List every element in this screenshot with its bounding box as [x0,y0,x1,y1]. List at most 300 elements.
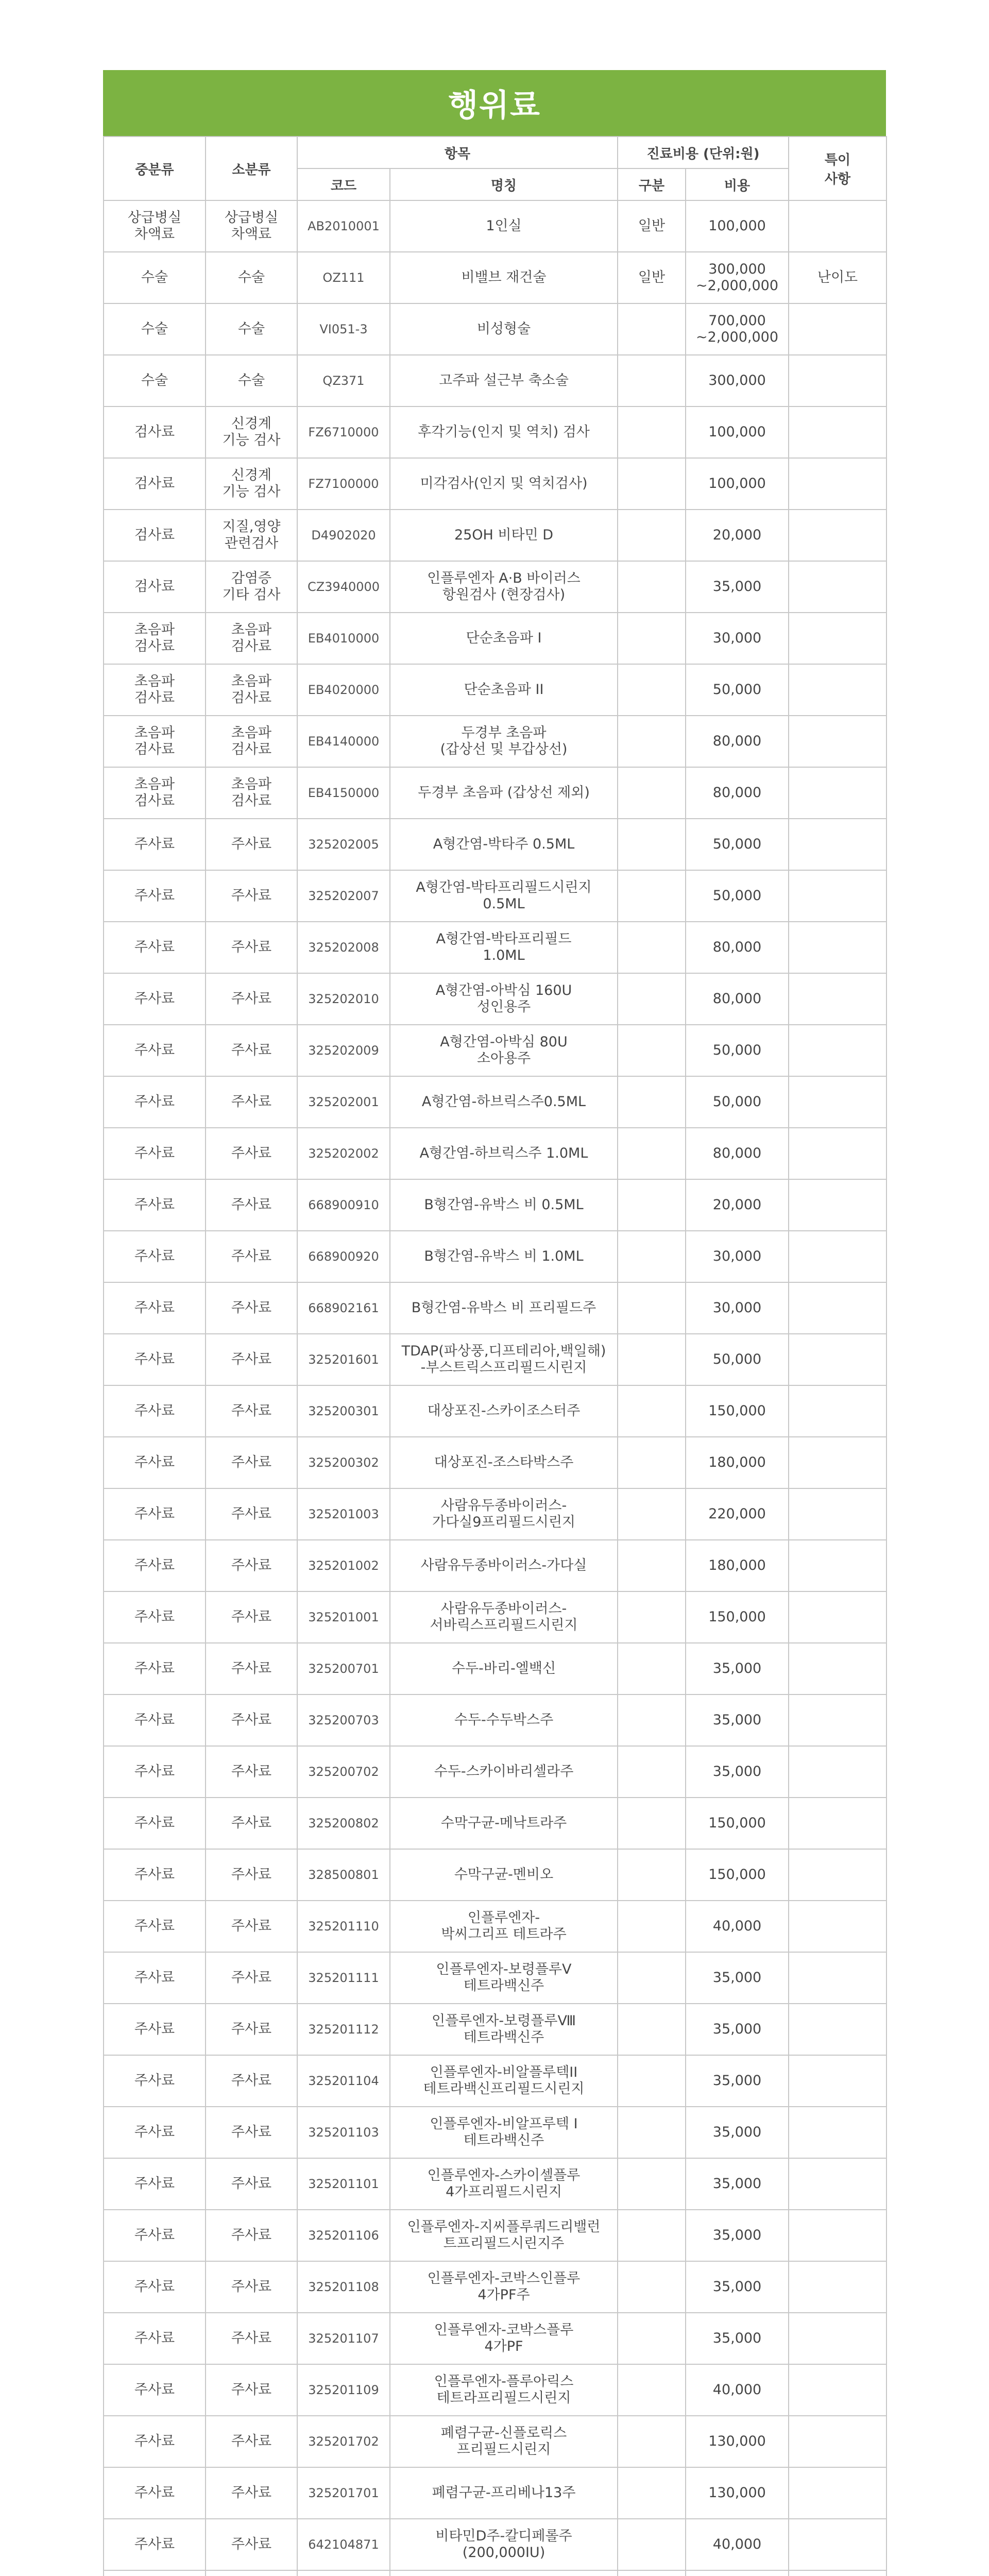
cell-minor: 주사료 [206,1643,297,1694]
cell-major: 주사료 [104,1798,206,1849]
cell-note [789,2313,886,2364]
table-row [104,1179,886,1231]
cell-minor: 주사료 [206,1076,297,1128]
cell-note [789,613,886,664]
cell-major: 초음파 검사료 [104,664,206,716]
table-row [104,613,886,664]
cell-code: EB4010000 [297,613,390,664]
cell-fee: 30,000 [686,1282,789,1334]
table-body [104,200,886,2576]
cell-category: 일반 [618,200,686,252]
cell-fee: 50,000 [686,1334,789,1385]
cell-minor: 초음파 검사료 [206,613,297,664]
table-row [104,252,886,303]
cell-category [618,1488,686,1540]
cell-fee: 300,000 [686,355,789,406]
cell-minor: 주사료 [206,1694,297,1746]
table-row [104,2416,886,2467]
cell-note [789,1128,886,1179]
cell-note [789,2261,886,2313]
table-row [104,664,886,716]
cell-minor: 상급병실 차액료 [206,200,297,252]
cell-name: 인플루엔자-비알프루텍 I 테트라백신주 [390,2107,618,2158]
cell-code: FZ6710000 [297,406,390,458]
cell-major: 주사료 [104,973,206,1025]
cell-category [618,355,686,406]
cell-major: 주사료 [104,2467,206,2519]
cell-minor: 주사료 [206,1385,297,1437]
cell-major: 주사료 [104,2055,206,2107]
table-row [104,510,886,561]
table-row [104,1231,886,1282]
cell-minor: 주사료 [206,2313,297,2364]
cell-category [618,1076,686,1128]
cell-note [789,355,886,406]
table-row [104,2467,886,2519]
page-title: 행위료 [448,88,541,124]
cell-minor: 수술 [206,252,297,303]
cell-code: 325201003 [297,1488,390,1540]
cell-name [390,2570,618,2576]
cell-note [789,716,886,767]
cell-category [618,1798,686,1849]
cell-fee: 40,000 [686,1901,789,1952]
cell-name: B형간염-유박스 비 프리필드주 [390,1282,618,1334]
cell-major: 주사료 [104,2364,206,2416]
cell-category [618,2313,686,2364]
cell-major: 수술 [104,252,206,303]
cell-name: 25OH 비타민 D [390,510,618,561]
cell-note [789,1540,886,1591]
cell-category [618,2055,686,2107]
header-cost: 진료비용 (단위:원) [618,137,789,168]
cell-category [618,2107,686,2158]
table-row [104,355,886,406]
cell-code: CZ3940000 [297,561,390,613]
cell-minor: 주사료 [206,2416,297,2467]
cell-minor: 주사료 [206,1952,297,2004]
cell-fee: 40,000 [686,2364,789,2416]
cell-category [618,716,686,767]
cell-fee: 50,000 [686,870,789,922]
cell-category [618,1282,686,1334]
table-row [104,1798,886,1849]
cell-major: 주사료 [104,1901,206,1952]
cell-category [618,870,686,922]
cell-minor: 주사료 [206,1282,297,1334]
cell-major: 주사료 [104,1746,206,1798]
cell-name: 수막구균-메낙트라주 [390,1798,618,1849]
cell-minor: 수술 [206,355,297,406]
cell-minor: 지질,영양 관련검사 [206,510,297,561]
table-row [104,1849,886,1901]
cell-major: 주사료 [104,1643,206,1694]
cell-fee: 80,000 [686,922,789,973]
cell-note [789,1798,886,1849]
table-row [104,1282,886,1334]
header-major: 중분류 [104,137,206,200]
cell-note [789,1334,886,1385]
table-row [104,1076,886,1128]
cell-note [789,2210,886,2261]
cell-code: 325202001 [297,1076,390,1128]
cell-category [618,1952,686,2004]
cell-code: 325201002 [297,1540,390,1591]
cell-name: B형간염-유박스 비 1.0ML [390,1231,618,1282]
cell-fee: 100,000 [686,200,789,252]
cell-major: 주사료 [104,2107,206,2158]
cell-major: 주사료 [104,1694,206,1746]
table-row [104,1128,886,1179]
cell-minor: 주사료 [206,2364,297,2416]
cell-fee: 35,000 [686,2210,789,2261]
cell-name: 인플루엔자-플루아릭스 테트라프리필드시린지 [390,2364,618,2416]
cell-minor: 주사료 [206,1179,297,1231]
cell-code: EB4150000 [297,767,390,819]
cell-major: 주사료 [104,2519,206,2570]
cell-major: 주사료 [104,1849,206,1901]
cell-major: 주사료 [104,2004,206,2055]
cell-note [789,664,886,716]
table-row [104,819,886,870]
cell-minor: 주사료 [206,2467,297,2519]
cell-minor: 주사료 [206,1334,297,1385]
cell-major: 주사료 [104,2261,206,2313]
cell-category [618,1591,686,1643]
cell-category [618,2519,686,2570]
cell-minor: 주사료 [206,1746,297,1798]
cell-fee: 35,000 [686,2158,789,2210]
cell-note [789,1643,886,1694]
cell-code: 325201104 [297,2055,390,2107]
cell-note [789,1437,886,1488]
cell-major: 주사료 [104,1282,206,1334]
cell-category [618,1643,686,1694]
cell-code: 325201106 [297,2210,390,2261]
cell-fee: 40,000 [686,2519,789,2570]
cell-minor: 주사료 [206,973,297,1025]
cell-code: 325201701 [297,2467,390,2519]
table-row [104,1437,886,1488]
title-bar [103,70,886,136]
cell-name: 후각기능(인지 및 역치) 검사 [390,406,618,458]
cell-fee: 150,000 [686,1385,789,1437]
cell-minor: 감염증 기타 검사 [206,561,297,613]
cell-code: 325202009 [297,1025,390,1076]
cell-note [789,1179,886,1231]
cell-name: 단순초음파 II [390,664,618,716]
cell-minor: 주사료 [206,1128,297,1179]
cell-name: 수두-스카이바리셀라주 [390,1746,618,1798]
cell-fee: 80,000 [686,973,789,1025]
cell-note [789,1488,886,1540]
cell-category [618,1540,686,1591]
cell-category [618,1179,686,1231]
cell-category [618,1901,686,1952]
cell-name: 수막구균-멘비오 [390,1849,618,1901]
cell-code: 325200703 [297,1694,390,1746]
cell-name: 사람유두종바이러스- 서바릭스프리필드시린지 [390,1591,618,1643]
cell-major: 수술 [104,355,206,406]
cell-category [618,2364,686,2416]
cell-code: 325201103 [297,2107,390,2158]
table-row [104,1694,886,1746]
cell-name: A형간염-박타프리필드시린지 0.5ML [390,870,618,922]
cell-major: 주사료 [104,1385,206,1437]
cell-minor: 주사료 [206,1025,297,1076]
cell-code: 642104871 [297,2519,390,2570]
cell-code: QZ371 [297,355,390,406]
cell-note [789,1025,886,1076]
cell-major: 검사료 [104,510,206,561]
table-row [104,2261,886,2313]
cell-minor: 초음파 검사료 [206,767,297,819]
cell-category [618,1746,686,1798]
cell-note [789,2004,886,2055]
cell-note [789,1952,886,2004]
cell-code: 325201101 [297,2158,390,2210]
cell-fee: 35,000 [686,1746,789,1798]
cell-fee: 80,000 [686,1128,789,1179]
cell-note [789,200,886,252]
header-minor: 소분류 [206,137,297,200]
cell-note [789,973,886,1025]
cell-major: 주사료 [104,1231,206,1282]
cell-note [789,2107,886,2158]
cell-code: 325201109 [297,2364,390,2416]
cell-code: 328500801 [297,1849,390,1901]
cell-major: 검사료 [104,458,206,510]
fee-table [103,136,887,2576]
cell-fee: 150,000 [686,1591,789,1643]
cell-major: 주사료 [104,819,206,870]
cell-minor: 수술 [206,303,297,355]
table-row [104,870,886,922]
cell-code: AB2010001 [297,200,390,252]
cell-category [618,2004,686,2055]
cell-code: 325202010 [297,973,390,1025]
cell-major: 수술 [104,303,206,355]
cell-minor: 초음파 검사료 [206,716,297,767]
cell-code: 325200701 [297,1643,390,1694]
cell-name: 비밸브 재건술 [390,252,618,303]
cell-code: 325201107 [297,2313,390,2364]
cell-major: 주사료 [104,2210,206,2261]
cell-note [789,819,886,870]
cell-note [789,767,886,819]
cell-fee: 700,000 ~2,000,000 [686,303,789,355]
cell-code: FZ7100000 [297,458,390,510]
cell-major: 주사료 [104,1591,206,1643]
cell-name: 사람유두종바이러스- 가다실9프리필드시린지 [390,1488,618,1540]
cell-major: 검사료 [104,406,206,458]
table-row [104,1952,886,2004]
table-row [104,1488,886,1540]
cell-name: 대상포진-스카이조스터주 [390,1385,618,1437]
cell-fee: 35,000 [686,561,789,613]
cell-category [618,510,686,561]
cell-name: 고주파 설근부 축소술 [390,355,618,406]
cell-fee: 30,000 [686,613,789,664]
cell-note [789,406,886,458]
cell-note [789,1849,886,1901]
table-row [104,973,886,1025]
cell-code: 325201110 [297,1901,390,1952]
table-row [104,406,886,458]
cell-name: 수두-수두박스주 [390,1694,618,1746]
cell-fee: 30,000 [686,1231,789,1282]
cell-category: 일반 [618,252,686,303]
table-row [104,303,886,355]
cell-code: 668902161 [297,1282,390,1334]
table-row [104,1901,886,1952]
cell-category [618,2467,686,2519]
cell-category [618,406,686,458]
cell-category [618,303,686,355]
cell-name: A형간염-박타주 0.5ML [390,819,618,870]
cell-major: 주사료 [104,1025,206,1076]
cell-code: 325202007 [297,870,390,922]
cell-name: B형간염-유박스 비 0.5ML [390,1179,618,1231]
cell-note [789,1076,886,1128]
cell-fee: 35,000 [686,1643,789,1694]
cell-major: 주사료 [104,1128,206,1179]
cell-name: 인플루엔자- 박씨그리프 테트라주 [390,1901,618,1952]
cell-category [618,2210,686,2261]
cell-category [618,973,686,1025]
cell-minor: 주사료 [206,1488,297,1540]
cell-name: 사람유두종바이러스-가다실 [390,1540,618,1591]
cell-major: 검사료 [104,561,206,613]
table-row [104,1385,886,1437]
cell-note: 난이도 [789,252,886,303]
cell-fee: 35,000 [686,2313,789,2364]
cell-fee: 50,000 [686,664,789,716]
cell-minor: 주사료 [206,1437,297,1488]
table-row [104,1591,886,1643]
cell-fee: 35,000 [686,2055,789,2107]
table-row [104,561,886,613]
cell-code: 325201702 [297,2416,390,2467]
cell-note [789,458,886,510]
cell-minor: 주사료 [206,1231,297,1282]
cell-category [618,2570,686,2576]
cell-note [789,2364,886,2416]
table-row [104,2210,886,2261]
cell-name: 수두-바리-엘백신 [390,1643,618,1694]
cell-name: 인플루엔자-비알플루텍II 테트라백신프리필드시린지 [390,2055,618,2107]
cell-minor: 주사료 [206,2519,297,2570]
cell-major [104,2570,206,2576]
cell-code: 325200301 [297,1385,390,1437]
cell-name: 비타민D주-칼디페롤주 (200,000IU) [390,2519,618,2570]
cell-name: A형간염-하브릭스주0.5ML [390,1076,618,1128]
cell-note [789,1385,886,1437]
cell-major: 주사료 [104,1076,206,1128]
cell-category [618,1694,686,1746]
cell-name: 단순초음파 I [390,613,618,664]
header-fee: 비용 [686,168,789,200]
cell-minor: 주사료 [206,819,297,870]
cell-fee: 50,000 [686,1025,789,1076]
cell-code: 325200702 [297,1746,390,1798]
table-row [104,1643,886,1694]
cell-major: 주사료 [104,870,206,922]
cell-name: 인플루엔자-지씨플루쿼드리밸런 트프리필드시린지주 [390,2210,618,2261]
cell-minor: 초음파 검사료 [206,664,297,716]
cell-name: TDAP(파상풍,디프테리아,백일해) -부스트릭스프리필드시린지 [390,1334,618,1385]
cell-category [618,2158,686,2210]
cell-name: 비성형술 [390,303,618,355]
cell-code: 325202002 [297,1128,390,1179]
cell-code: 325201108 [297,2261,390,2313]
cell-code: EB4140000 [297,716,390,767]
cell-category [618,767,686,819]
cell-name: A형간염-하브릭스주 1.0ML [390,1128,618,1179]
table-row [104,1025,886,1076]
table-header [104,137,886,200]
cell-name: 폐렴구균-신플로릭스 프리필드시린지 [390,2416,618,2467]
cell-category [618,1231,686,1282]
cell-fee: 180,000 [686,1540,789,1591]
cell-fee: 20,000 [686,510,789,561]
cell-note [789,922,886,973]
cell-note [789,303,886,355]
cell-fee: 80,000 [686,767,789,819]
cell-minor [206,2570,297,2576]
cell-note [789,1591,886,1643]
cell-fee: 20,000 [686,1179,789,1231]
cell-note [789,1746,886,1798]
cell-note [789,2416,886,2467]
cell-category [618,1025,686,1076]
cell-major: 주사료 [104,1952,206,2004]
cell-name: A형간염-아박심 160U 성인용주 [390,973,618,1025]
table-row [104,2313,886,2364]
cell-major: 초음파 검사료 [104,613,206,664]
cell-note [789,1231,886,1282]
cell-code: 325201112 [297,2004,390,2055]
cell-category [618,664,686,716]
cell-code: EB4020000 [297,664,390,716]
cell-minor: 주사료 [206,1849,297,1901]
table-row [104,716,886,767]
cell-name: 미각검사(인지 및 역치검사) [390,458,618,510]
cell-category [618,613,686,664]
header-category: 구분 [618,168,686,200]
cell-category [618,1128,686,1179]
cell-name: 인플루엔자-보령플루Ⅷ 테트라백신주 [390,2004,618,2055]
cell-code: 325202008 [297,922,390,973]
cell-fee: 150,000 [686,1849,789,1901]
cell-code: 325202005 [297,819,390,870]
cell-major: 주사료 [104,1488,206,1540]
table-row [104,458,886,510]
cell-code: 325201001 [297,1591,390,1643]
cell-fee: 220,000 [686,1488,789,1540]
table-row [104,200,886,252]
cell-minor: 주사료 [206,2210,297,2261]
header-special: 특이 사항 [789,137,886,200]
cell-fee: 130,000 [686,2416,789,2467]
cell-note [789,510,886,561]
cell-name: 인플루엔자-코박스플루 4가PF [390,2313,618,2364]
cell-fee: 300,000 ~2,000,000 [686,252,789,303]
table-row [104,2519,886,2570]
cell-minor: 주사료 [206,2055,297,2107]
cell-fee: 100,000 [686,406,789,458]
cell-code: 325200302 [297,1437,390,1488]
